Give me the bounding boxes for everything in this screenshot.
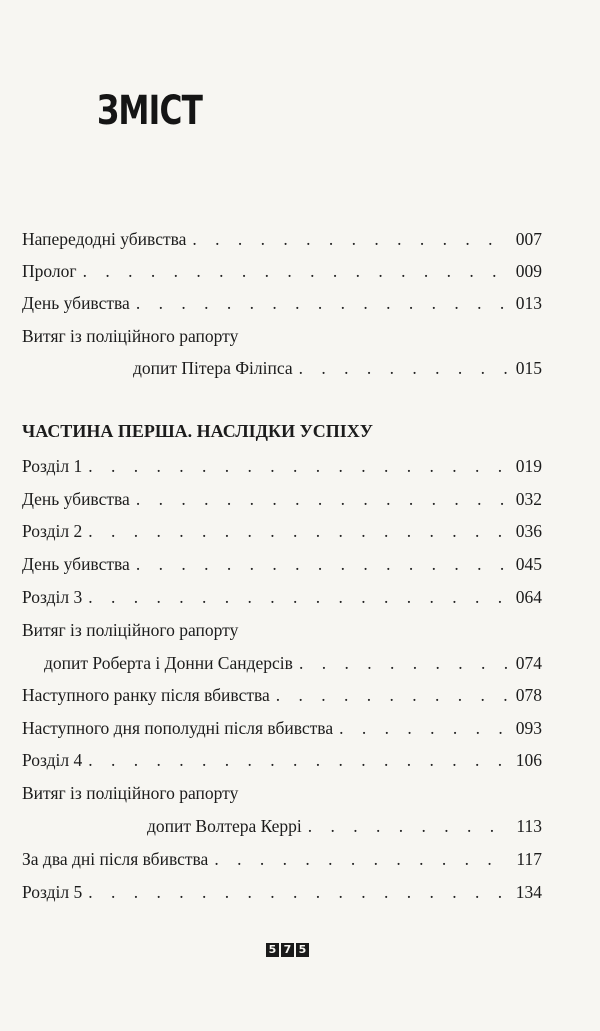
toc-entry xyxy=(22,486,542,512)
entry-label: Розділ 4 xyxy=(22,750,83,770)
page-number-digit: 5 xyxy=(296,943,309,957)
toc-entry xyxy=(22,584,542,610)
toc-entry xyxy=(44,650,542,676)
toc-entry xyxy=(22,290,542,316)
entry-page: 078 xyxy=(515,685,542,705)
entry-label: Розділ 1 xyxy=(22,456,83,476)
entry-page: 134 xyxy=(515,882,542,902)
toc-subheading: Витяг із поліційного рапорту xyxy=(22,783,239,803)
toc-entry xyxy=(22,226,542,252)
page-number-digit: 5 xyxy=(266,943,279,957)
toc-entry xyxy=(22,846,542,872)
part-heading: ЧАСТИНА ПЕРША. НАСЛІДКИ УСПІХУ xyxy=(22,421,374,441)
entry-page: 093 xyxy=(515,718,542,738)
entry-label: День убивства xyxy=(22,489,130,509)
toc-entry xyxy=(22,879,542,905)
toc-entry xyxy=(22,258,542,284)
entry-page: 015 xyxy=(515,358,542,378)
toc-entry xyxy=(133,355,542,381)
page-title: ЗМІСТ xyxy=(97,88,203,134)
entry-label: День убивства xyxy=(22,554,130,574)
toc-entry xyxy=(22,715,542,741)
entry-page: 117 xyxy=(516,849,542,869)
entry-label: Розділ 5 xyxy=(22,882,83,902)
entry-page: 013 xyxy=(515,293,542,313)
page-number-digit: 7 xyxy=(281,943,294,957)
toc-entry xyxy=(22,518,542,544)
toc-entry xyxy=(22,551,542,577)
entry-page: 032 xyxy=(515,489,542,509)
entry-label: За два дні після вбивства xyxy=(22,849,209,869)
toc-entry xyxy=(22,747,542,773)
entry-label: Пролог xyxy=(22,261,77,281)
toc-subheading: Витяг із поліційного рапорту xyxy=(22,326,239,346)
entry-page: 036 xyxy=(515,521,542,541)
entry-page: 106 xyxy=(515,750,542,770)
toc-entry xyxy=(22,453,542,479)
entry-label: допит Пітера Філіпса xyxy=(133,358,293,378)
page-number xyxy=(266,943,309,957)
entry-page: 019 xyxy=(515,456,542,476)
entry-page: 009 xyxy=(515,261,542,281)
entry-label: допит Волтера Керрі xyxy=(147,816,302,836)
toc-subheading: Витяг із поліційного рапорту xyxy=(22,620,239,640)
entry-label: Наступного ранку після вбивства xyxy=(22,685,270,705)
entry-label: допит Роберта і Донни Сандерсів xyxy=(44,653,293,673)
entry-page: 113 xyxy=(516,816,542,836)
entry-label: Напередодні убивства xyxy=(22,229,187,249)
entry-label: Розділ 2 xyxy=(22,521,83,541)
entry-page: 045 xyxy=(515,554,542,574)
entry-page: 064 xyxy=(515,587,542,607)
toc-entry xyxy=(147,813,542,839)
entry-label: Наступного дня пополудні після вбивства xyxy=(22,718,334,738)
entry-label: День убивства xyxy=(22,293,130,313)
entry-page: 074 xyxy=(515,653,542,673)
toc-entry xyxy=(22,682,542,708)
entry-label: Розділ 3 xyxy=(22,587,83,607)
entry-page: 007 xyxy=(515,229,542,249)
